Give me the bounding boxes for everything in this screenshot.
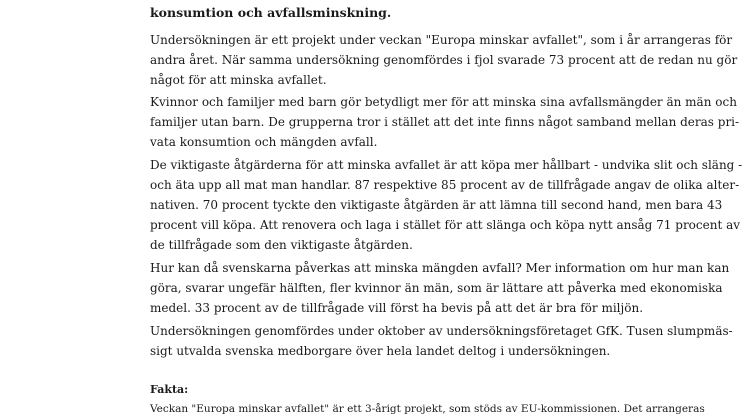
paragraph-line: Undersökningen är ett projekt under veckan "Europa minskar avfallet", som i år arrangeras för — [150, 33, 733, 47]
paragraph-line: Hur kan då svenskarna påverkas att minska mängden avfall? Mer information om hur man kan — [150, 261, 730, 275]
lead-heading-fragment: konsumtion och avfallsminskning. — [150, 5, 392, 20]
paragraph-line: göra, svarar ungefär hälften, fler kvinnor än män, som är lättare att påverka med ekonomiska — [150, 281, 723, 295]
paragraph-line: sigt utvalda svenska medborgare över hela landet deltog i undersökningen. — [150, 344, 611, 358]
paragraph-line: familjer utan barn. De grupperna tror i stället att det inte finns något samband mellan deras pri- — [150, 115, 740, 129]
fakta-text: Veckan "Europa minskar avfallet" är ett 3-årigt projekt, som stöds av EU-kommissionen. Det arrangeras — [150, 403, 705, 415]
paragraph-line: Kvinnor och familjer med barn gör betydligt mer för att minska sina avfallsmängder än män och — [150, 95, 737, 109]
paragraph-line: andra året. När samma undersökning genomfördes i fjol svarade 73 procent att de redan nu gör — [150, 53, 738, 67]
paragraph-line: de tillfrågade som den viktigaste åtgärden. — [150, 238, 413, 252]
fakta-heading: Fakta: — [150, 383, 189, 396]
paragraph-methodology — [150, 321, 733, 361]
paragraph-line: och äta upp all mat man handlar. 87 respektive 85 procent av de tillfrågade angav de olika alter- — [150, 178, 740, 192]
paragraph-key-measures — [150, 155, 743, 255]
paragraph-line: procent vill köpa. Att renovera och laga i stället för att slänga och köpa nytt ansåg 71 procent av — [150, 218, 741, 232]
paragraph-line: vata konsumtion och mängden avfall. — [150, 135, 378, 149]
paragraph-line: nativen. 70 procent tyckte den viktigaste åtgärden är att lämna till second hand, men bara 43 — [150, 198, 723, 212]
paragraph-line: Undersökningen genomfördes under oktober av undersökningsföretaget GfK. Tusen slumpmäs- — [150, 324, 733, 338]
paragraph-women-families — [150, 92, 740, 152]
paragraph-line: De viktigaste åtgärderna för att minska avfallet är att köpa mer hållbart - undvika slit och släng - — [150, 158, 743, 172]
paragraph-survey-project — [150, 30, 738, 90]
paragraph-influence — [150, 258, 730, 318]
paragraph-line: medel. 33 procent av de tillfrågade vill först ha bevis på att det är bra för miljön. — [150, 301, 644, 315]
paragraph-line: något för att minska avfallet. — [150, 73, 327, 87]
